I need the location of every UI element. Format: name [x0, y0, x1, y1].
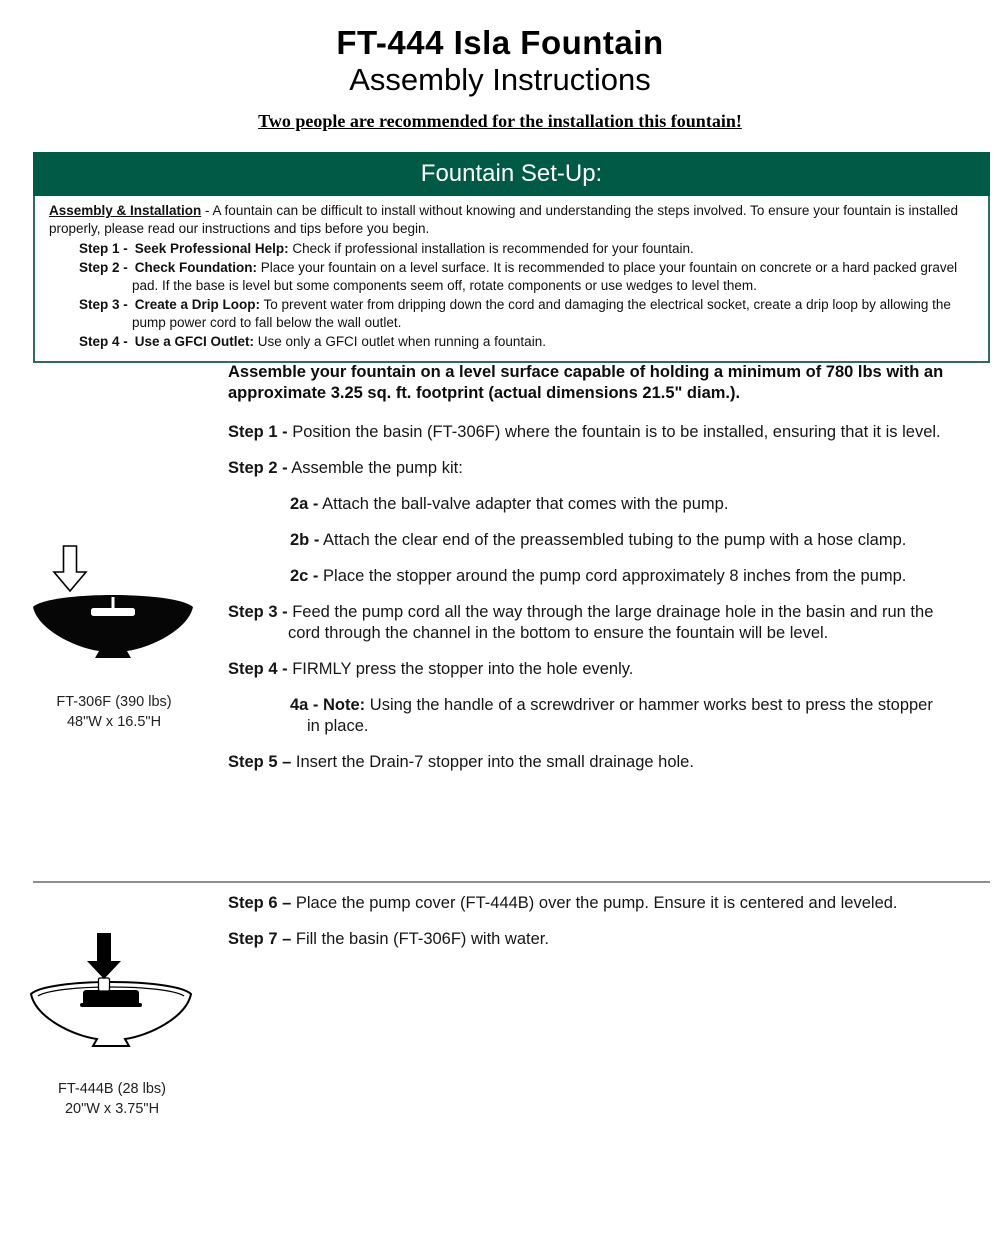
- instruction-step-6: Step 6 – Place the pump cover (FT-444B) over the pump. Ensure it is centered and leveled.: [228, 894, 898, 912]
- basin-illustration: [28, 544, 198, 662]
- stopper-stem: [112, 597, 115, 608]
- instruction-step-2-label: Step 2 -: [228, 459, 288, 477]
- instruction-step-5-label: Step 5 –: [228, 753, 292, 771]
- instruction-step-2c-label: 2c -: [290, 567, 319, 585]
- down-arrow-outline-icon: [54, 546, 86, 591]
- figure-basin-caption-dims: 48"W x 16.5"H: [66, 713, 162, 730]
- setup-step-2-text: Place your fountain on a level surface. It is recommended to place your fountain on concrete or a hard packed gravel pad. If the base is level but some components seem off, rotate components or use wedges to level them.: [132, 260, 958, 293]
- setup-step-3-title: Create a Drip Loop:: [134, 297, 261, 312]
- instruction-step-3-label: Step 3 -: [228, 603, 288, 621]
- pump-cover-illustration: [26, 933, 196, 1048]
- page-title: FT-444 Isla Fountain: [336, 24, 664, 61]
- assembly-installation-intro: [49, 202, 974, 238]
- instructions-intro: Assemble your fountain on a level surface capable of holding a minimum of 780 lbs with an approximate 3.25 sq. ft. footprint (actual dimensions 21.5" diam.).: [228, 363, 944, 402]
- instruction-step-6-label: Step 6 –: [228, 894, 292, 912]
- setup-step-2-label: Step 2 -: [79, 260, 128, 275]
- two-people-notice: Two people are recommended for the installation this fountain!: [258, 111, 742, 131]
- setup-step-2: [79, 259, 974, 295]
- instruction-step-2b-label: 2b -: [290, 531, 320, 549]
- instruction-step-3: Step 3 - Feed the pump cord all the way through the large drainage hole in the basin and run the cord through the channel in the bottom to ensure the fountain will be level.: [228, 603, 934, 642]
- setup-step-1: [79, 240, 974, 258]
- setup-step-3: [79, 296, 974, 332]
- instruction-step-2c: 2c - Place the stopper around the pump cord approximately 8 inches from the pump.: [290, 567, 907, 585]
- setup-step-2-title: Check Foundation:: [134, 260, 258, 275]
- instruction-step-4a: 4a - Note: Using the handle of a screwdriver or hammer works best to press the stopper in place.: [290, 696, 933, 735]
- fountain-setup-banner: [33, 152, 990, 196]
- setup-step-1-text: Check if professional installation is recommended for your fountain.: [288, 241, 694, 256]
- assembly-installation-intro-text: - A fountain can be difficult to install without knowing and understanding the steps involved. To ensure your fountain is installed properly, please read our instructions and tips before you begin.: [49, 203, 959, 236]
- setup-step-4-title: Use a GFCI Outlet:: [134, 334, 255, 349]
- instructions-section: [228, 362, 945, 788]
- figure-pump-cover-caption: [26, 1080, 198, 1119]
- assembly-installation-box: [33, 196, 990, 363]
- instruction-step-2b: 2b - Attach the clear end of the preassembled tubing to the pump with a hose clamp.: [290, 531, 907, 549]
- instruction-step-1: Step 1 - Position the basin (FT-306F) where the fountain is to be installed, ensuring that it is level.: [228, 423, 941, 441]
- fountain-setup-banner-title: Fountain Set-Up:: [420, 160, 603, 187]
- figure-pump-cover-ft444b: [26, 933, 198, 1119]
- section-divider: [33, 881, 990, 883]
- figure-pump-cover-caption-model: FT-444B (28 lbs): [58, 1081, 166, 1097]
- instruction-step-2a: 2a - Attach the ball-valve adapter that comes with the pump.: [290, 495, 729, 513]
- instruction-step-7: Step 7 – Fill the basin (FT-306F) with water.: [228, 930, 549, 948]
- page-subtitle: Assembly Instructions: [349, 62, 651, 97]
- instruction-step-5: Step 5 – Insert the Drain-7 stopper into the small drainage hole.: [228, 753, 694, 771]
- setup-step-1-label: Step 1 -: [79, 241, 128, 256]
- setup-step-4-label: Step 4 -: [79, 334, 128, 349]
- figure-basin-ft306f: [28, 544, 200, 732]
- basin-bowl-shape: [33, 595, 193, 658]
- assembly-installation-heading: Assembly & Installation: [49, 203, 202, 218]
- instruction-step-1-label: Step 1 -: [228, 423, 288, 441]
- setup-step-3-text: To prevent water from dripping down the cord and damaging the electrical socket, create a drip loop by allowing the pump power cord to fall below the wall outlet.: [132, 297, 951, 330]
- figure-basin-caption: [28, 693, 200, 732]
- figure-basin-caption-model: FT-306F (390 lbs): [56, 694, 172, 710]
- instruction-step-2: Step 2 - Assemble the pump kit:: [228, 459, 463, 477]
- instruction-step-4-label: Step 4 -: [228, 660, 288, 678]
- instructions-section-2: [228, 893, 945, 965]
- setup-step-1-title: Seek Professional Help:: [134, 241, 289, 256]
- stopper-icon: [91, 608, 135, 616]
- instruction-step-4: Step 4 - FIRMLY press the stopper into the hole evenly.: [228, 660, 634, 678]
- setup-step-3-label: Step 3 -: [79, 297, 128, 312]
- setup-step-4: [79, 333, 974, 351]
- instruction-step-4a-label: 4a - Note:: [290, 696, 366, 714]
- cover-nub: [99, 978, 110, 991]
- setup-step-4-text: Use only a GFCI outlet when running a fountain.: [254, 334, 546, 349]
- down-arrow-solid-icon: [87, 933, 121, 979]
- instruction-step-2a-label: 2a -: [290, 495, 319, 513]
- instruction-step-7-label: Step 7 –: [228, 930, 292, 948]
- figure-pump-cover-caption-dims: 20"W x 3.75"H: [64, 1100, 160, 1117]
